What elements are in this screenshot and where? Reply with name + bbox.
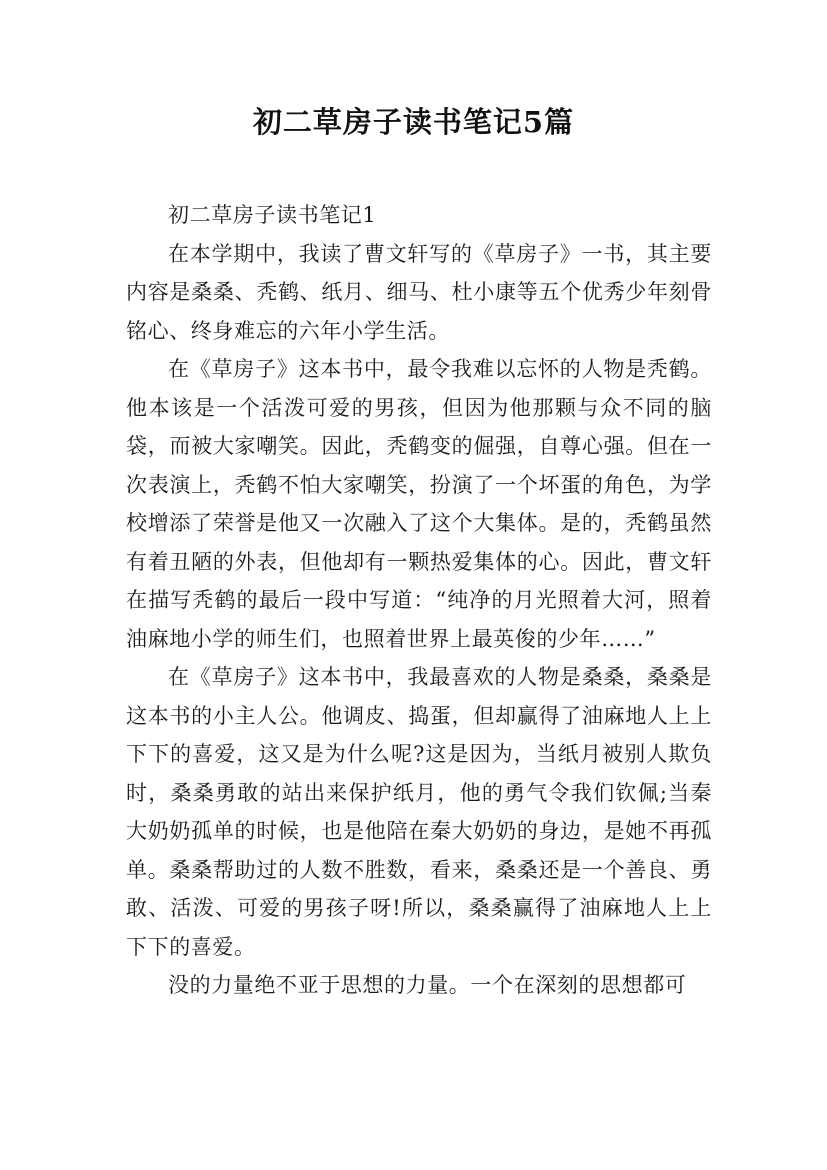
document-body: [126, 196, 712, 1005]
section-heading: 初二草房子读书笔记1: [168, 203, 377, 227]
paragraph-1: 在本学期中，我读了曹文轩写的《草房子》一书，其主要内容是桑桑、秃鹤、纸月、细马、杜小康等五个优秀少年刻骨铭心、终身难忘的六年小学生活。: [126, 241, 712, 343]
paragraph-3: 在《草房子》这本书中，我最喜欢的人物是桑桑，桑桑是这本书的小主人公。他调皮、捣蛋，但却赢得了油麻地人上上下下的喜爱，这又是为什么呢?这是因为，当纸月被别人欺负时，桑桑勇敢的站出来保护纸月，他的勇气令我们钦佩;当秦大奶奶孤单的时候，也是他陪在秦大奶奶的身边，是她不再孤单。桑桑帮助过的人数不胜数，看来，桑桑还是一个善良、勇敢、活泼、可爱的男孩子呀!所以，桑桑赢得了油麻地人上上下下的喜爱。: [126, 665, 712, 959]
paragraph-4: 没的力量绝不亚于思想的力量。一个在深刻的思想都可: [168, 973, 687, 997]
document-title: 初二草房子读书笔记5篇: [252, 105, 575, 139]
paragraph-2: 在《草房子》这本书中，最令我难以忘怀的人物是秃鹤。他本该是一个活泼可爱的男孩，但因为他那颗与众不同的脑袋，而被大家嘲笑。因此，秃鹤变的倔强，自尊心强。但在一次表演上，秃鹤不怕大家嘲笑，扮演了一个坏蛋的角色，为学校增添了荣誉是他又一次融入了这个大集体。是的，秃鹤虽然有着丑陋的外表，但他却有一颗热爱集体的心。因此，曹文轩在描写秃鹤的最后一段中写道：“纯净的月光照着大河，照着油麻地小学的师生们，也照着世界上最英俊的少年……”: [126, 357, 712, 651]
